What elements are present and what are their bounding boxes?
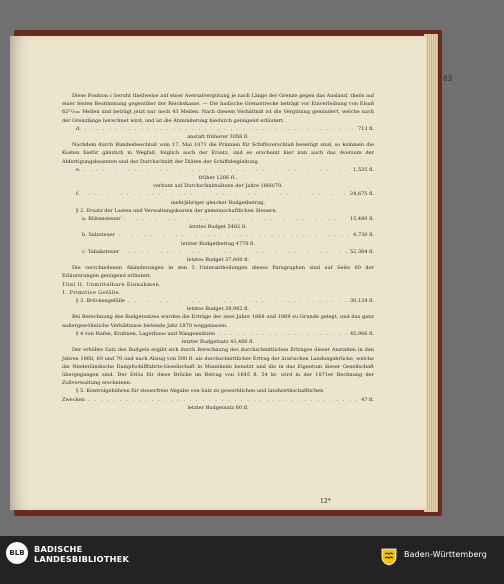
line-a: a. Rübensteuer . . . 15,480 fl. xyxy=(62,215,374,223)
state-coat-of-arms-icon[interactable] xyxy=(378,545,400,567)
line-a-note: letztes Budget 5482 fl. xyxy=(189,224,247,231)
library-name-line-2: LANDESBIBLIOTHEK xyxy=(34,554,130,564)
page-edge xyxy=(424,34,438,512)
page-number: 83 xyxy=(443,75,452,83)
state-name[interactable]: Baden-Württemberg xyxy=(404,550,487,559)
footer-bar xyxy=(0,536,504,584)
paragraph: Nachdem durch Bundesbeschluß vom 17. Mai 1871 die Prämien für Schiffsverschluß beseitigt sind, so kommen die Kosten hiefür gänzlich in Wegfall, folglich auch der Ersatz, und es erscheint hier nun auch das Aversum der Abfertigungsbeamten und der Durchschnitt der Diäten der Schiffsbegleitung. xyxy=(62,142,374,165)
title-2-subheading: 1. Primitive Gefälle. xyxy=(62,289,121,296)
line-e-note: früher 1266 fl., xyxy=(198,175,238,182)
paragraph: Bei Berechnung des Budgetsatzes wurden die Erträge der zwei Jahre 1868 und 1869 zu Grunde gelegt, und das ganz außergewöhnliche Verhältnisse bietende Jahr 1870 weggelassen. xyxy=(62,314,374,329)
sheet-signature: 12* xyxy=(320,498,331,505)
line-d: d. . . . 713 fl. xyxy=(62,125,374,133)
line-c: c. Tabaksteuer . . . 52,364 fl. xyxy=(62,248,374,256)
library-name-line-1: BADISCHE xyxy=(34,544,83,554)
section-2-title: § 2. Ersatz der Lasten und Verwaltungskosten der gemeinschaftlichen Steuern. xyxy=(76,207,278,214)
library-name[interactable] xyxy=(34,544,129,564)
section-3-note: letztes Budget 28,962 fl. xyxy=(186,306,250,313)
line-e-note-2: verbunt auf Durchschnittsätzen der Jahre 1868/70. xyxy=(153,183,283,190)
line-f: f. . . . 24,675 fl. xyxy=(62,190,374,198)
line-b-note: letzter Budgetbetrag 4770 fl. xyxy=(181,240,255,247)
paragraph: Diese Position c beruht theilweise auf einer Aversalvergütung je nach Länge der Grenze gegen das Ausland, theils auf einer festen Bestimmung gegenüber der Reichskasse. — Die badische Grenzstrecke beträgt vor Einverleibung von Elsaß 62⁵¹/₁₀₀ Meilen und beträgt jetzt nur noch 43 Meilen. Nach diesem Verhältniß ist die Vergütung gemindert, welche nach der Grenzlänge berechnet wird, und ist die Abminderung hiedurch genügend erläutert. xyxy=(62,93,374,124)
section-4: § 4 von Hafen, Krahnen, Lagerhaus und Waagensätzen . . . 45,906 fl. xyxy=(62,330,374,338)
paragraph: Die verschiedenen Abänderungen in den 3 Unterabtheilungen dieses Paragraphen sind auf Seite 60 der Erläuterungen genügend erläutert. xyxy=(62,265,374,280)
page-body xyxy=(62,92,374,412)
section-4-note: letzter Budgetsatz 43,406 fl. xyxy=(181,339,255,346)
line-f-note: mehrjähriger gleicher Budgetbetrag. xyxy=(170,199,266,206)
line-d-note: anstatt früherer 3058 fl. xyxy=(187,134,249,141)
section-5-title: § 5. Kontrolgebühren für steuerfreie Abgabe von Salz zu gewerblichen und landwirthschaftlichen xyxy=(76,388,324,395)
paragraph: Der erhöhte Satz des Budgets ergibt sich durch Berechnung des durchschnittlichen Ertrages dieser Anstalten in den Jahren 1868, 69 und 70 und nach Abzug von 500 fl. als durchschnittlicher Ertrag der ärarischen Landungsbrücke, welche die Niederländische Dampfschifffahrts-Gesellschaft in Mannheim benutzt und die in das Eigentum dieser Gesellschaft übergegangen sind. Der Erlös für diese Brücke im Betrag von 1645 fl. 54 kr. wird in der 1871er Rechnung der Zollverwaltung erscheinen. xyxy=(62,347,374,387)
title-2-heading: Titel II. Unmittelbare Einnahmen. xyxy=(62,281,162,288)
blb-logo-icon[interactable]: BLB xyxy=(6,542,28,564)
line-b: b. Salzsteuer . . . 4,730 fl. xyxy=(62,231,374,239)
line-e: e. . . . 1,535 fl. xyxy=(62,166,374,174)
section-5-note: letzter Budgetsatz 60 fl. xyxy=(187,404,249,411)
line-c-note: letztes Budget 37,800 fl. xyxy=(186,257,250,264)
section-5: Zwecken . . . 47 fl. xyxy=(62,396,374,404)
section-3: § 3. Brückengefälle . . . 30,124 fl. xyxy=(62,297,374,305)
